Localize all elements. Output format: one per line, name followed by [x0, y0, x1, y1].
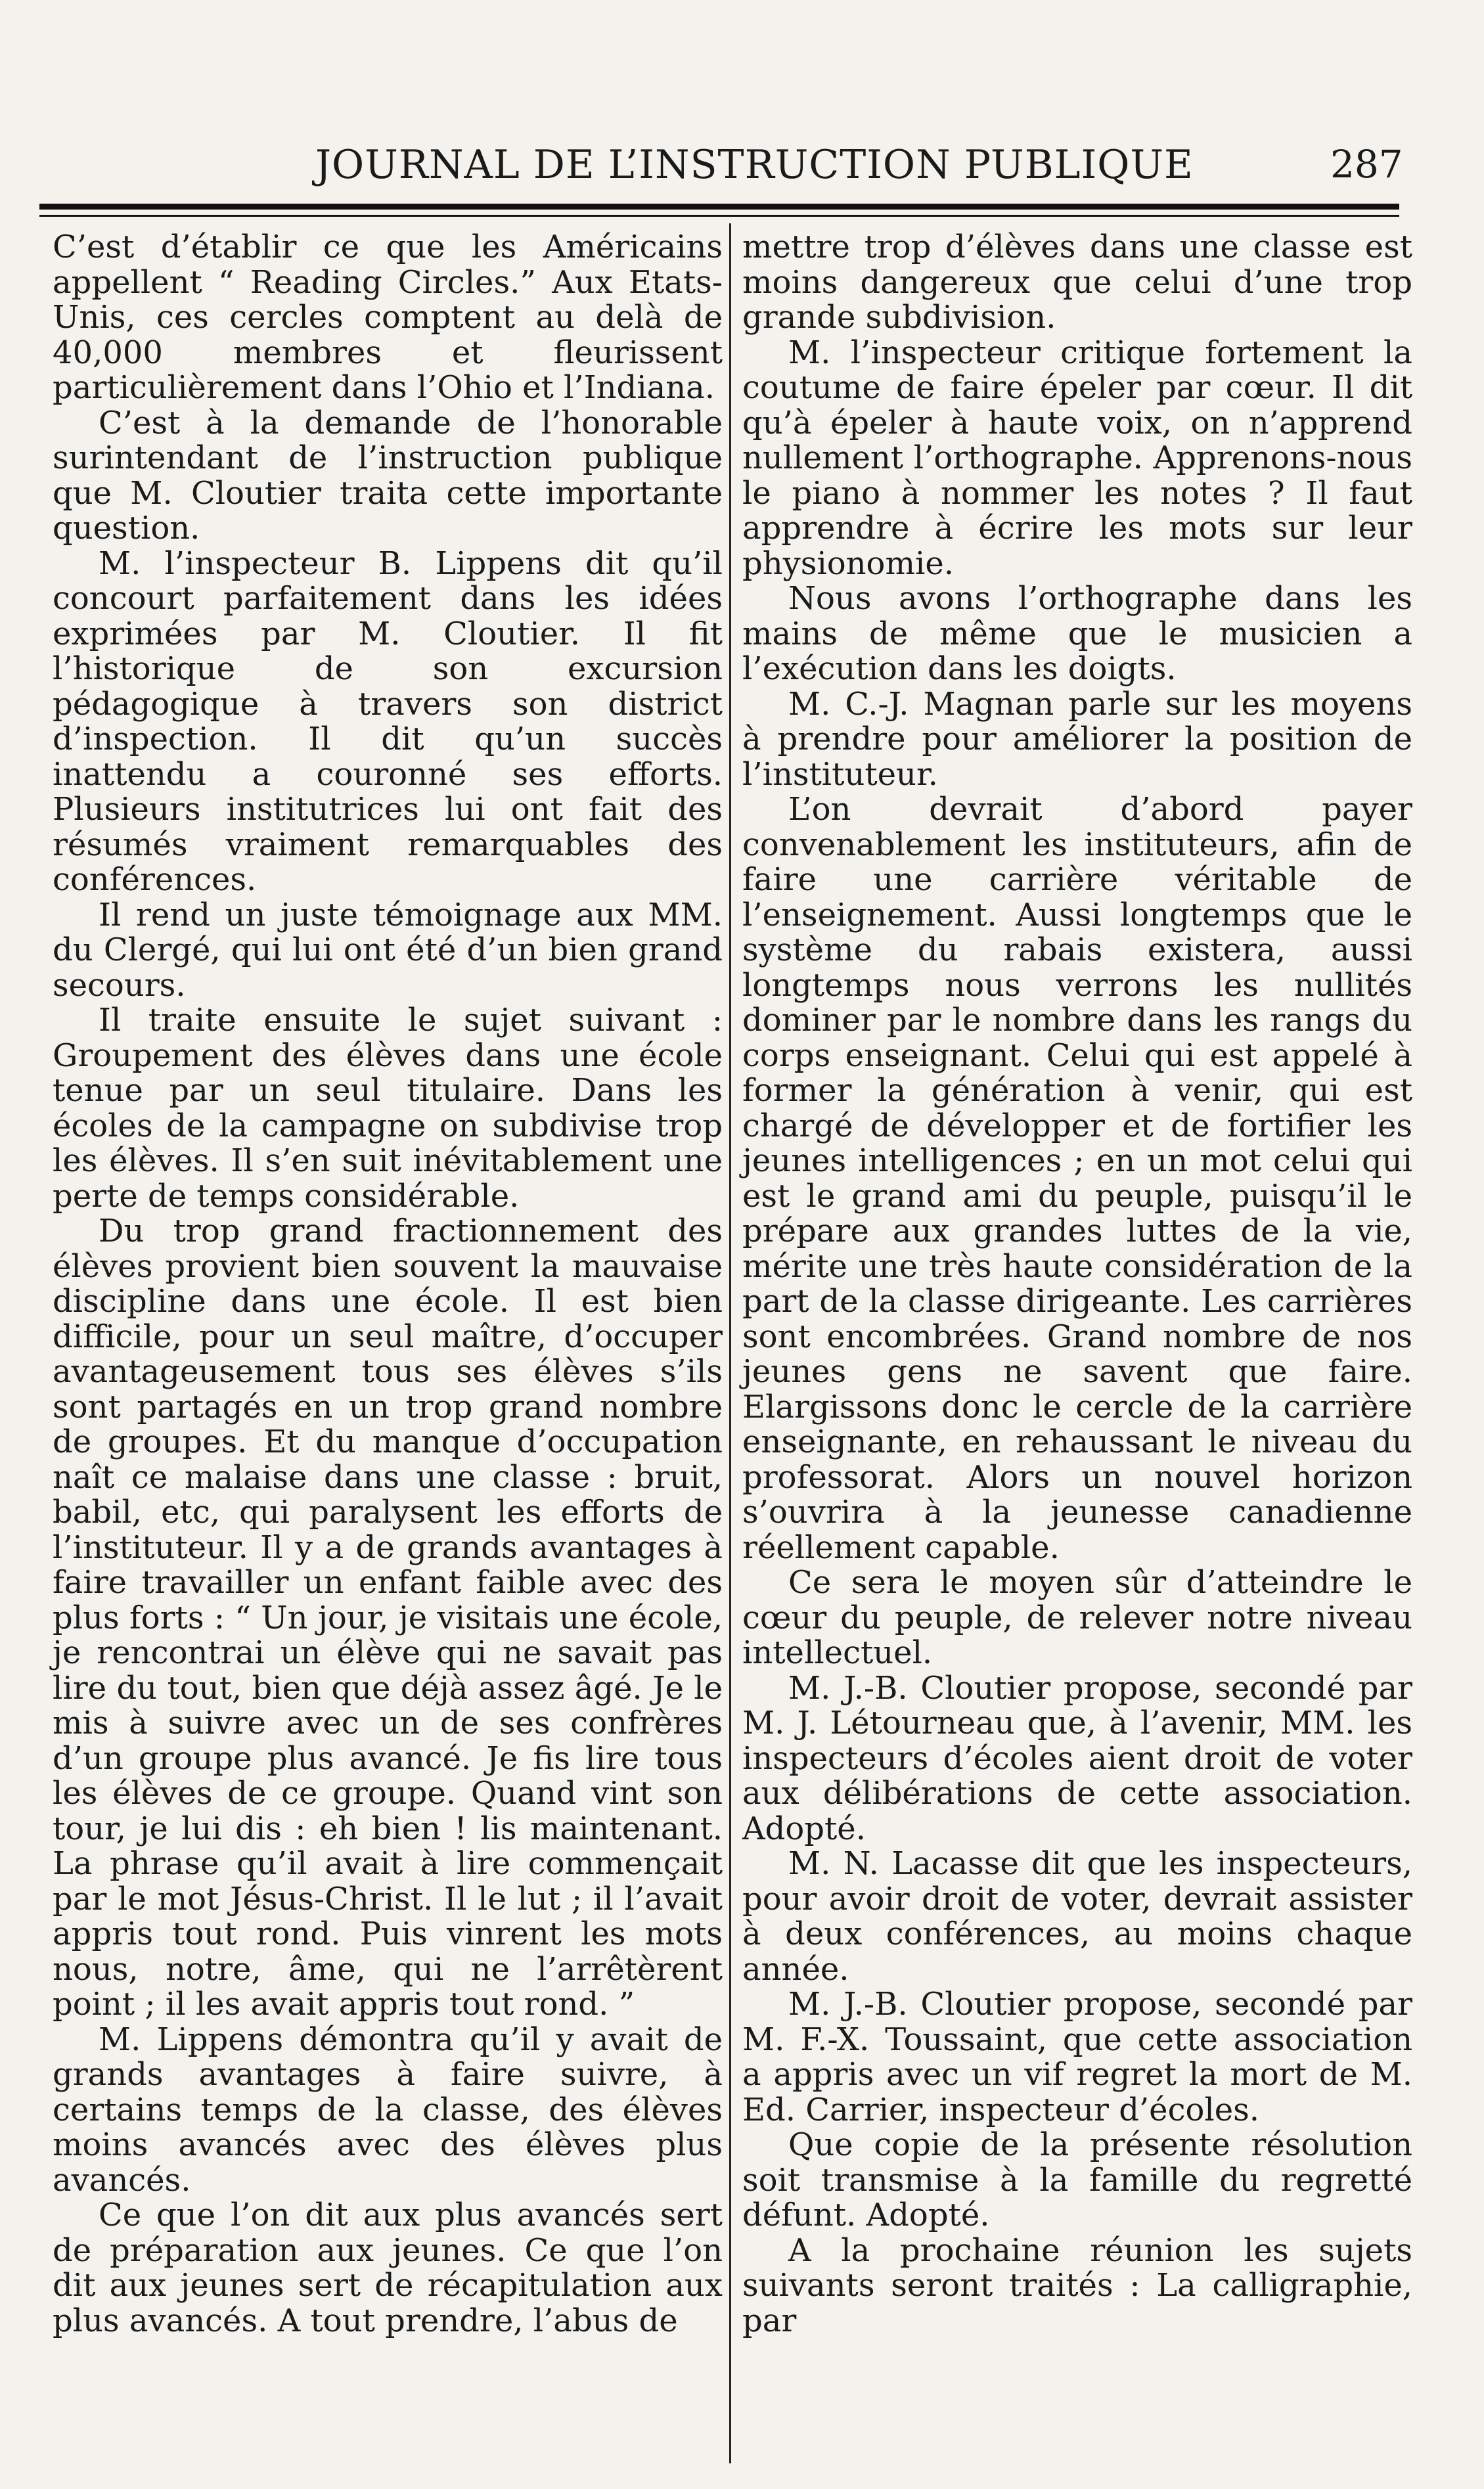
header-rule-thin — [39, 215, 1399, 217]
column-separator — [729, 223, 731, 2463]
paragraph: Ce sera le moyen sûr d’atteindre le cœur du peuple, de relever notre niveau intellectuel. — [742, 1564, 1412, 1671]
left-column — [53, 230, 723, 2339]
paragraph: M. Lippens démontra qu’il y avait de grands avantages à faire suivre, à certains temps de la classe, des élèves moins avancés avec des élèves plus avancés. — [53, 2021, 723, 2199]
paragraph: M. C.-J. Magnan parle sur les moyens à prendre pour améliorer la position de l’instituteur. — [742, 685, 1412, 793]
paragraph: A la prochaine réunion les sujets suivants seront traités : La calligraphie, par — [742, 2231, 1412, 2339]
paragraph: Que copie de la présente résolution soit transmise à la famille du regretté défunt. Adopté. — [742, 2126, 1412, 2233]
paragraph: M. J.-B. Cloutier propose, secondé par M. J. Létourneau que, à l’avenir, MM. les inspecteurs d’écoles aient droit de voter aux délibérations de cette association. Adopté. — [742, 1669, 1412, 1847]
paragraph: M. J.-B. Cloutier propose, secondé par M. F.-X. Toussaint, que cette association a appris avec un vif regret la mort de M. Ed. Carrier, inspecteur d’écoles. — [742, 1986, 1412, 2128]
page-number: 287 — [1330, 142, 1403, 187]
paragraph: M. l’inspecteur B. Lippens dit qu’il concourt parfaitement dans les idées exprimées par M. Cloutier. Il fit l’historique de son excursion pédagogique à travers son district d’inspection. Il dit qu’un succès inattendu a couronné ses efforts. Plusieurs institutrices lui ont fait des résumés vraiment remarquables des conférences. — [53, 545, 723, 898]
paragraph: Nous avons l’orthographe dans les mains de même que le musicien a l’exécution dans les doigts. — [742, 580, 1412, 687]
paragraph: Il traite ensuite le sujet suivant : Groupement des élèves dans une école tenue par un seul titulaire. Dans les écoles de la campagne on subdivise trop les élèves. Il s’en suit inévitablement une perte de temps considérable. — [53, 1002, 723, 1215]
paragraph: C’est à la demande de l’honorable surintendant de l’instruction publique que M. Cloutier traita cette importante question. — [53, 404, 723, 547]
paragraph: M. N. Lacasse dit que les inspecteurs, pour avoir droit de voter, devrait assister à deux conférences, au moins chaque année. — [742, 1845, 1412, 1988]
journal-title: JOURNAL DE L’INSTRUCTION PUBLIQUE — [315, 142, 1194, 188]
running-header — [0, 131, 1484, 191]
paragraph: mettre trop d’élèves dans une classe est moins dangereux que celui d’une trop grande subdivision. — [742, 229, 1412, 336]
right-column — [742, 230, 1412, 2339]
paragraph: C’est d’établir ce que les Américains appellent “ Reading Circles.” Aux Etats-Unis, ces cercles comptent au delà de 40,000 membres et fleurissent particulièrement dans l’Ohio et l’Indiana. — [53, 229, 723, 406]
paragraph: Du trop grand fractionnement des élèves provient bien souvent la mauvaise discipline dans une école. Il est bien difficile, pour un seul maître, d’occuper avantageusement tous ses élèves s’ils sont partagés en un trop grand nombre de groupes. Et du manque d’occupation naît ce malaise dans une classe : bruit, babil, etc, qui paralysent les efforts de l’instituteur. Il y a de grands avantages à faire travailler un enfant faible avec des plus forts : “ Un jour, je visitais une école, je rencontrai un élève qui ne savait pas lire du tout, bien que déjà assez âgé. Je le mis à suivre avec un de ses confrères d’un groupe plus avancé. Je fis lire tous les élèves de ce groupe. Quand vint son tour, je lui dis : eh bien ! lis maintenant. La phrase qu’il avait à lire commençait par le mot Jésus-Christ. Il le lut ; il l’avait appris tout rond. Puis vinrent les mots nous, notre, âme, qui ne l’arrêtèrent point ; il les avait appris tout rond. ” — [53, 1213, 723, 2023]
paragraph: M. l’inspecteur critique fortement la coutume de faire épeler par cœur. Il dit qu’à épeler à haute voix, on n’apprend nullement l’orthographe. Apprenons-nous le piano à nommer les notes ? Il faut apprendre à écrire les mots sur leur physionomie. — [742, 334, 1412, 582]
paragraph: Il rend un juste témoignage aux MM. du Clergé, qui lui ont été d’un bien grand secours. — [53, 896, 723, 1004]
paragraph: Ce que l’on dit aux plus avancés sert de préparation aux jeunes. Ce que l’on dit aux jeunes sert de récapitulation aux plus avancés. A tout prendre, l’abus de — [53, 2197, 723, 2339]
paragraph: L’on devrait d’abord payer convenablement les instituteurs, afin de faire une carrière véritable de l’enseignement. Aussi longtemps que le système du rabais existera, aussi longtemps nous verrons les nullités dominer par le nombre dans les rangs du corps enseignant. Celui qui est appelé à former la génération à venir, qui est chargé de développer et de fortifier les jeunes intelligences ; en un mot celui qui est le grand ami du peuple, puisqu’il le prépare aux grandes luttes de la vie, mérite une très haute considération de la part de la classe dirigeante. Les carrières sont encombrées. Grand nombre de nos jeunes gens ne savent que faire. Elargissons donc le cercle de la carrière enseignante, en rehaussant le niveau du professorat. Alors un nouvel horizon s’ouvrira à la jeunesse canadienne réellement capable. — [742, 791, 1412, 1566]
header-rule-thick — [39, 204, 1399, 210]
